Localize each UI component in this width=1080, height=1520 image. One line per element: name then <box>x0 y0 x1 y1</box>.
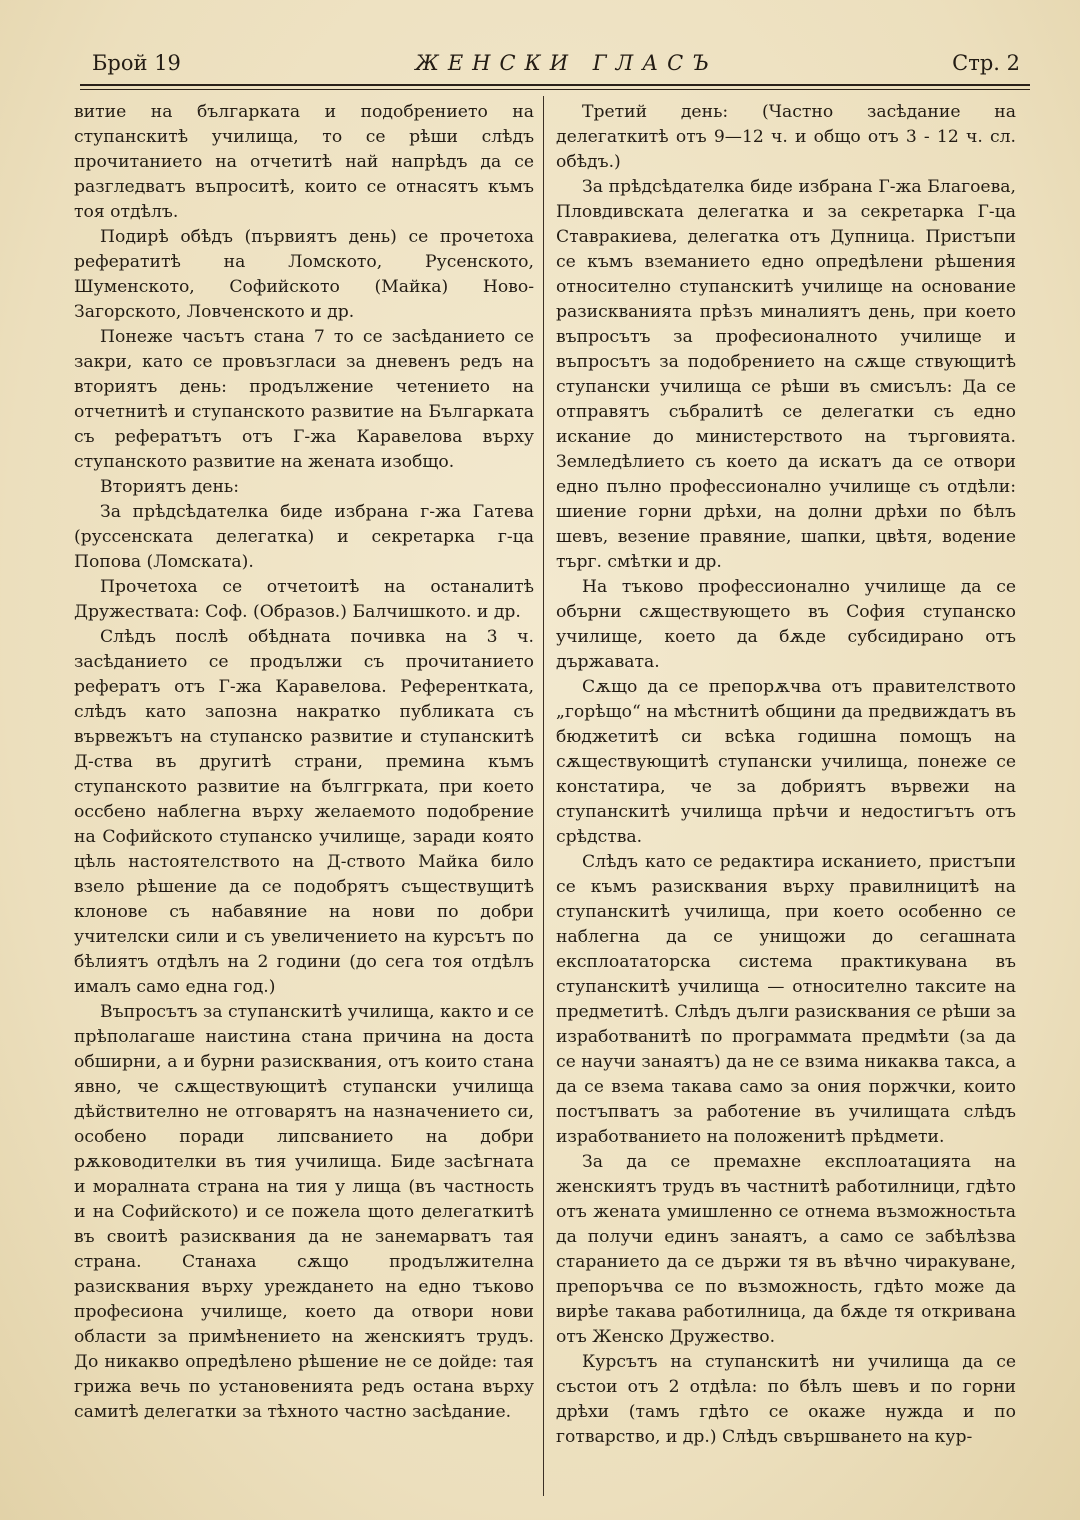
newspaper-title: ЖЕНСКИ ГЛАСЪ <box>415 51 718 75</box>
paragraph: Слѣдъ послѣ обѣдната почивка на 3 ч. засѣданието се продължи съ прочитанието рефератъ отъ Г-жа Каравелова. Референтката, слѣдъ като запозна накратко публиката съ вървежътъ на ступанско развитие и ступанскитѣ Д-ства въ другитѣ страни, премина къмъ ступанското развитие на бълггрката, при което оссбено наблегна върху желаемото подобрение на Софийското ступанско училище, заради която цѣль настоятелството на Д-ството Майка било взело рѣшение да се подобрятъ съществущитѣ клонове съ набавяние на нови по добри учителски сили и съ увеличението на курсътъ по бѣлиятъ отдѣлъ на 2 години (до сега тоя отдѣлъ ималъ само една год.) <box>74 627 534 997</box>
paragraph: За прѣдсѣдателка биде избрана Г-жа Благоева, Пловдивската делегатка и за секретарка Г-ца Ставракиева, делегатка отъ Дупница. Пристъпи се къмъ вземанието едно опредѣлени рѣшения относително ступанскитѣ училище на основание разискванията прѣзъ миналиятъ день, при което въпросътъ за професионалното училище и въпросътъ за подобрението на сѫще ствующитѣ ступански училища се рѣши въ смисълъ: Да се отправятъ събралитѣ се делегатки съ едно искание до министерството на търговията. Земледѣлието съ което да искатъ да се отвори едно пълно профессионално училище съ отдѣли: шиение горни дрѣхи, на долни дрѣхи по бѣлъ шевъ, везение правяние, шапки, цвѣтя, водение търг. смѣтки и др. <box>556 177 1016 572</box>
header-rule <box>80 84 1030 90</box>
paragraph: Третий день: (Частно засѣдание на делегаткитѣ отъ 9—12 ч. и общо отъ 3 - 12 ч. сл. обѣдъ.) <box>556 102 1016 172</box>
paragraph: На тъково профессионално училище да се обърни сѫществующето въ София ступанско училище, което да бѫде субсидирано отъ държавата. <box>556 577 1016 672</box>
paragraph: Прочетоха се отчетоитѣ на останалитѣ Дружествата: Соф. (Образов.) Балчишкото. и др. <box>74 577 534 622</box>
paragraph: Курсътъ на ступанскитѣ ни училища да се състои отъ 2 отдѣла: по бѣлъ шевъ и по горни дрѣхи (тамъ гдѣто се окаже нужда и по готварство, и др.) Слѣдъ свършването на кур- <box>556 1352 1016 1447</box>
paragraph: витие на българката и подобрението на ступанскитѣ училища, то се рѣши слѣдъ прочитанието на отчетитѣ най напрѣдъ да се разгледватъ въпроситѣ, които се отнасятъ къмъ тоя отдѣлъ. <box>74 102 534 222</box>
paragraph: Вториятъ день: <box>100 477 240 497</box>
page-number: Стр. 2 <box>952 51 1020 75</box>
page-header <box>92 44 1020 82</box>
paragraph: Подирѣ обѣдъ (първиятъ день) се прочетоха рефератитѣ на Ломското, Русенското, Шуменското, Софийското (Майка) Ново-Загорското, Ловченското и др. <box>74 227 534 322</box>
paragraph: Понеже часътъ стана 7 то се засѣданието се закри, като се провъзгласи за дневенъ редъ на вториятъ день: продължение четението на отчетнитѣ и ступанското развитие на Българката съ рефератътъ отъ Г-жа Каравелова върху ступанското развитие на жената изобщо. <box>74 327 534 472</box>
issue-number: Брой 19 <box>92 51 181 75</box>
paragraph: Сѫщо да се препорѫчва отъ правителството „горѣщо“ на мѣстнитѣ общини да предвиждатъ въ бюджетитѣ си всѣка годишна помощъ на сѫществующитѣ ступански училища, понеже се констатира, че за добриятъ вървежи на ступанскитѣ училища прѣчи и недостигътъ отъ срѣдства. <box>556 677 1016 847</box>
right-column <box>556 100 1016 1500</box>
paragraph: Въпросътъ за ступанскитѣ училища, както и се прѣполагаше наистина стана причина на доста обширни, а и бурни разисквания, отъ които стана явно, че сѫществующитѣ ступански училища дѣйствително не отговарятъ на назначението си, особено поради липсванието на добри рѫководителки въ тия училища. Биде засѣгната и моралната страна на тия у лища (въ частность и на Софийското) и се пожела щото делегаткитѣ въ своитѣ разисквания да не занемарватъ тая страна. Станаха сѫщо продължителна разисквания върху уреждането на едно тъково професиона училище, което да отвори нови области за примѣнението на женскиятъ трудъ. До никакво опредѣлено рѣшение не се дойде: тая грижа вечь по установенията редъ остана върху самитѣ делегатки за тѣхното частно засѣдание. <box>74 1002 534 1422</box>
column-divider <box>543 96 544 1496</box>
paragraph: Слѣдъ като се редактира исканието, пристъпи се къмъ разисквания върху правилницитѣ на ступанскитѣ училища, при което особенно се наблегна да се унищожи до сегашната експлоататорска система практикувана въ ступанскитѣ училища — относително таксите на предметитѣ. Слѣдъ дълги разисквания се рѣши за изработванитѣ по программата предмѣти (за да се научи занаятъ) да не се взима никаква такса, а да се взема такава само за ония поржчки, които постъпватъ за работение въ училищата слѣдъ изработванието на положенитѣ прѣдмети. <box>556 852 1016 1147</box>
left-column <box>74 100 534 1500</box>
paragraph: За прѣдсѣдателка биде избрана г-жа Гатева (руссенската делегатка) и секретарка г-ца Попова (Ломската). <box>74 502 534 572</box>
paragraph: За да се премахне експлоатацията на женскиятъ трудъ въ частнитѣ работилници, гдѣто отъ женатa умишленно се отнема възможностьта да получи единъ занаятъ, а само се забѣлѣзва старанието да се държи тя въ вѣчно чиракуване, препоръчва се по възможность, гдѣто може да вирѣе такава работилница, да бѫде тя откривана отъ Женско Дружество. <box>556 1152 1016 1347</box>
